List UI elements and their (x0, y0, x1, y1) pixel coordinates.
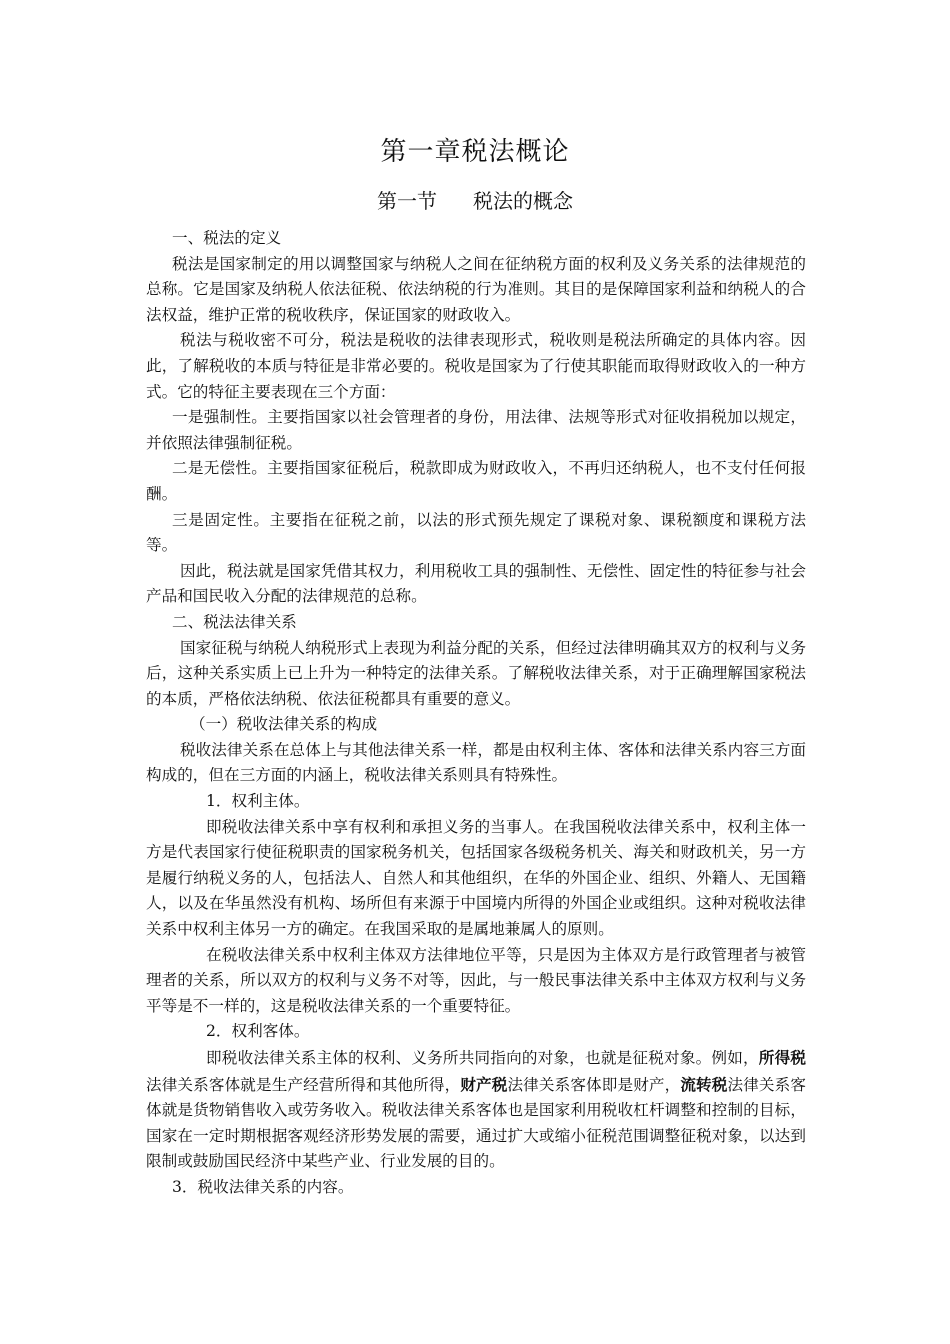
paragraph: 二是无偿性。主要指国家征税后，税款即成为财政收入，不再归还纳税人，也不支付任何报酬。 (146, 459, 806, 503)
heading-tax-law-definition: 一、税法的定义 (172, 229, 282, 247)
bold-term: 流转税 (680, 1074, 728, 1094)
paragraph (146, 1045, 806, 1175)
paragraph: 税收法律关系在总体上与其他法律关系一样，都是由权利主体、客体和法律关系内容三方面构成的，但在三方面的内涵上，税收法律关系则具有特殊性。 (146, 740, 806, 785)
text-run: 即税收法律关系主体的权利、义务所共同指向的对象，也就是征税对象。例如， (206, 1049, 759, 1067)
paragraph: 三是固定性。主要指在征税之前，以法的形式预先规定了课税对象、课税额度和课税方法等。 (146, 510, 806, 555)
section-title: 税法的概念 (473, 189, 573, 213)
document-body (146, 226, 806, 1201)
paragraph: 税法是国家制定的用以调整国家与纳税人之间在征纳税方面的权利及义务关系的法律规范的总称。它是国家及纳税人依法征税、依法纳税的行为准则。其目的是保障国家利益和纳税人的合法权益，维护正常的税收秩序，保证国家的财政收入。 (146, 254, 806, 324)
section-number: 第一节 (377, 189, 437, 213)
text-run: 法律关系客体即是财产， (507, 1075, 681, 1094)
text-run: 法律关系客体就是生产经营所得和其他所得， (146, 1075, 461, 1094)
paragraph: 一是强制性。主要指国家以社会管理者的身份，用法律、法规等形式对征收捐税加以规定，并依照法律强制征税。 (146, 408, 806, 452)
paragraph: 税法与税收密不可分，税法是税收的法律表现形式，税收则是税法所确定的具体内容。因此，了解税收的本质与特征是非常必要的。税收是国家为了行使其职能而取得财政收入的一种方式。它的特征主要表现在三个方面： (146, 331, 806, 401)
item-rights-object: 2．权利客体。 (206, 1022, 310, 1041)
section-heading (0, 184, 950, 218)
bold-term: 所得税 (758, 1048, 806, 1067)
item-rights-subject: 1．权利主体。 (206, 792, 310, 811)
item-relation-content: 3．税收法律关系的内容。 (172, 1177, 354, 1196)
text-run: 法律关系客体就是货物销售收入或劳务收入。税收法律关系客体也是国家利用税收杠杆调整和控制的目标，国家在一定时期根据客观经济形势发展的需要，通过扩大或缩小征税范围调整征税对象，以达到限制或鼓励国民经济中某些产业、行业发展的目的。 (146, 1075, 806, 1171)
paragraph: 即税收法律关系中享有权利和承担义务的当事人。在我国税收法律关系中，权利主体一方是代表国家行使征税职责的国家税务机关，包括国家各级税务机关、海关和财政机关，另一方是履行纳税义务的人，包括法人、自然人和其他组织，在华的外国企业、组织、外籍人、无国籍人，以及在华虽然没有机构、场所但有来源于中国境内所得的外国企业或组织。这种对税收法律关系中权利主体另一方的确定。在我国采取的是属地兼属人的原则。 (146, 817, 806, 939)
chapter-title: 第一章税法概论 (380, 137, 570, 167)
paragraph: 因此，税法就是国家凭借其权力，利用税收工具的强制性、无偿性、固定性的特征参与社会产品和国民收入分配的法律规范的总称。 (146, 561, 806, 606)
heading-tax-legal-relation: 二、税法法律关系 (172, 612, 297, 631)
subheading-composition: （一）税收法律关系的构成 (190, 715, 378, 734)
paragraph: 国家征税与纳税人纳税形式上表现为利益分配的关系，但经过法律明确其双方的权利与义务后，这种关系实质上已上升为一种特定的法律关系。了解税收法律关系，对于正确理解国家税法的本质，严格依法纳税、依法征税都具有重要的意义。 (146, 638, 806, 708)
paragraph: 在税收法律关系中权利主体双方法律地位平等，只是因为主体双方是行政管理者与被管理者的关系，所以双方的权利与义务不对等，因此，与一般民事法律关系中主体双方权利与义务平等是不一样的，这是税收法律关系的一个重要特征。 (146, 945, 806, 1015)
bold-term: 财产税 (460, 1074, 508, 1094)
